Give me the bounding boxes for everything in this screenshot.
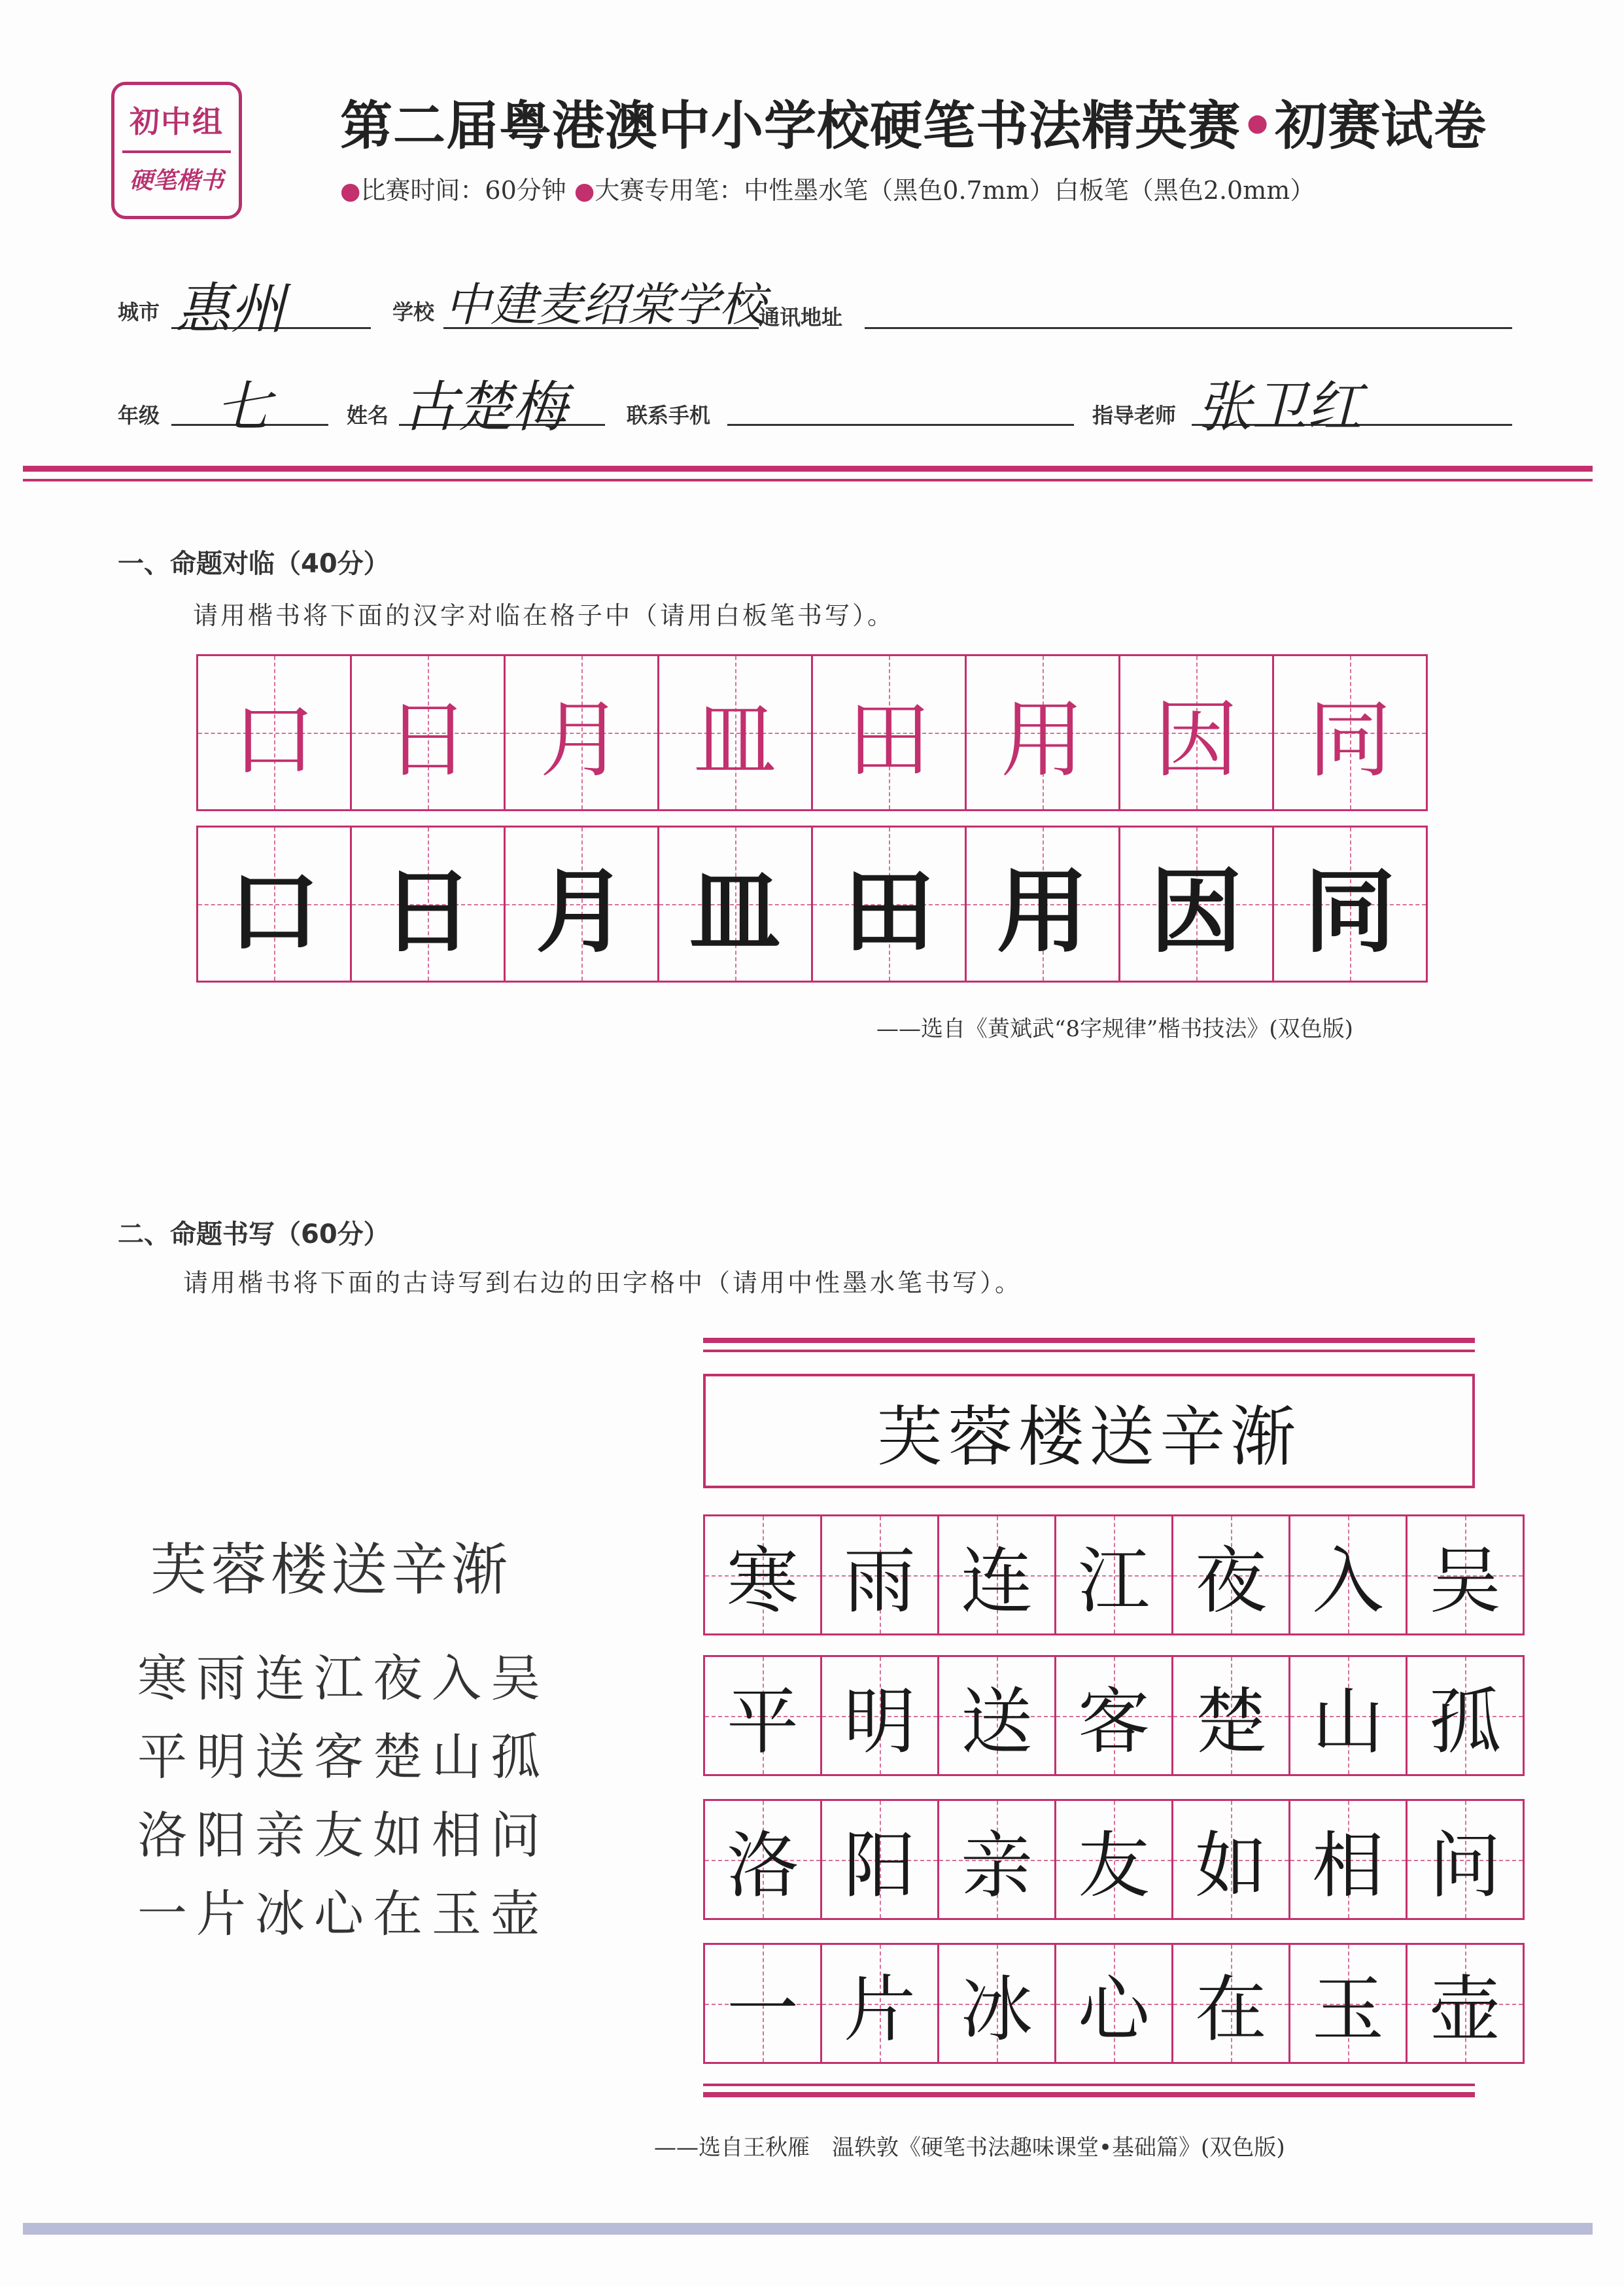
grade-value[interactable]: 七	[216, 375, 271, 439]
written-char: 夜	[1195, 1539, 1267, 1623]
grid-cell[interactable]	[1408, 1801, 1525, 1918]
poem-line: 寒雨连江夜入吴	[137, 1649, 549, 1707]
written-char: 问	[1429, 1823, 1501, 1908]
written-char: 玉	[1312, 1967, 1384, 2051]
grid-cell[interactable]	[1290, 1801, 1408, 1918]
model-char: 用	[1000, 691, 1084, 789]
title-tail: 初赛试卷	[1275, 96, 1487, 156]
written-char: 明	[844, 1679, 916, 1764]
grid-cell[interactable]	[1173, 1945, 1290, 2062]
grade-label: 年级	[118, 403, 160, 428]
grid-cell	[967, 656, 1120, 809]
grid-cell[interactable]	[1408, 1657, 1525, 1774]
writing-top-rule-thin	[703, 1350, 1475, 1352]
grid-cell	[352, 656, 506, 809]
written-char: 相	[1312, 1823, 1384, 1908]
grid-cell[interactable]	[939, 1657, 1056, 1774]
grid-cell[interactable]	[822, 1657, 939, 1774]
grid-cell[interactable]	[822, 1945, 939, 2062]
written-title-box[interactable]	[703, 1374, 1475, 1488]
group-badge	[111, 82, 242, 219]
model-char: 因	[1154, 691, 1238, 789]
model-grid	[196, 654, 1428, 811]
name-label: 姓名	[347, 403, 389, 428]
writing-grid-row-1	[703, 1514, 1525, 1635]
written-char: 心	[1078, 1967, 1150, 2051]
teacher-value[interactable]: 张卫红	[1197, 375, 1362, 439]
name-value[interactable]: 古楚梅	[402, 375, 568, 439]
grid-cell	[813, 656, 967, 809]
grid-cell[interactable]	[705, 1516, 822, 1633]
poem-line: 平明送客楚山孤	[137, 1728, 549, 1786]
grid-cell[interactable]	[1056, 1516, 1173, 1633]
page-title	[340, 84, 1487, 159]
city-value[interactable]: 惠州	[175, 277, 286, 341]
school-label: 学校	[392, 300, 435, 324]
grid-cell	[1274, 656, 1428, 809]
subtitle-time: 比赛时间：60分钟	[360, 176, 566, 205]
footer-bar	[23, 2223, 1593, 2235]
grid-cell[interactable]	[705, 1801, 822, 1918]
copy-grid	[196, 826, 1428, 983]
copy-char: 同	[1304, 858, 1396, 966]
grid-cell[interactable]	[1290, 1945, 1408, 2062]
badge-style: 硬笔楷书	[129, 167, 224, 194]
grid-cell	[506, 656, 659, 809]
title-dot: •	[1241, 96, 1275, 156]
grid-cell[interactable]	[1056, 1945, 1173, 2062]
subtitle-pen: 大赛专用笔：中性墨水笔（黑色0.7mm）白板笔（黑色2.0mm）	[595, 176, 1315, 205]
grid-cell	[1120, 656, 1274, 809]
written-char: 在	[1195, 1967, 1267, 2051]
grid-cell[interactable]	[1173, 1801, 1290, 1918]
section2-desc: 请用楷书将下面的古诗写到右边的田字格中（请用中性墨水笔书写）。	[183, 1268, 1023, 1297]
model-char: 同	[1307, 691, 1392, 789]
badge-divider	[122, 150, 231, 153]
grid-cell[interactable]	[1408, 1945, 1525, 2062]
grid-cell[interactable]	[705, 1945, 822, 2062]
school-value[interactable]: 中建麦绍棠学校	[445, 278, 765, 332]
written-char: 亲	[961, 1823, 1033, 1908]
written-char: 连	[961, 1539, 1033, 1623]
grid-cell[interactable]	[939, 1945, 1056, 2062]
model-char: 日	[385, 691, 470, 789]
writing-grid-row-4	[703, 1943, 1525, 2064]
section1-credit: ——选自《黄斌武“8字规律”楷书技法》(双色版)	[876, 1016, 1353, 1042]
copy-char: 田	[842, 858, 935, 966]
grid-cell[interactable]	[1056, 1801, 1173, 1918]
poem-line: 一片冰心在玉壶	[137, 1885, 549, 1943]
poem-title: 芙蓉楼送辛渐	[150, 1537, 511, 1603]
section2-credit: ——选自王秋雁 温轶敦《硬笔书法趣味课堂•基础篇》(双色版)	[654, 2135, 1285, 2161]
poem-line: 洛阳亲友如相问	[137, 1806, 549, 1864]
badge-group: 初中组	[130, 104, 224, 139]
section2-title: 二、命题书写（60分）	[118, 1219, 390, 1249]
written-char: 一	[727, 1967, 799, 2051]
written-char: 送	[961, 1679, 1033, 1764]
section1-desc: 请用楷书将下面的汉字对临在格子中（请用白板笔书写）。	[193, 601, 895, 630]
grid-cell[interactable]	[939, 1801, 1056, 1918]
grid-cell[interactable]	[1056, 1657, 1173, 1774]
address-label: 通讯地址	[759, 305, 843, 330]
bullet-icon: ●	[574, 178, 595, 205]
written-char: 阳	[844, 1823, 916, 1908]
grid-cell[interactable]	[967, 828, 1120, 981]
writing-bottom-rule-thin	[703, 2084, 1475, 2086]
grid-cell[interactable]	[659, 828, 813, 981]
teacher-label: 指导老师	[1092, 403, 1177, 428]
written-char: 入	[1312, 1539, 1384, 1623]
written-char: 冰	[961, 1967, 1033, 2051]
grid-cell[interactable]	[1120, 828, 1274, 981]
writing-bottom-rule	[703, 2092, 1475, 2097]
written-char: 片	[844, 1967, 916, 2051]
grid-cell[interactable]	[198, 828, 352, 981]
copy-char: 皿	[689, 858, 781, 966]
grid-cell[interactable]	[1274, 828, 1428, 981]
grid-cell[interactable]	[813, 828, 967, 981]
bullet-icon: ●	[340, 178, 361, 205]
written-char: 江	[1078, 1539, 1150, 1623]
copy-char: 因	[1150, 858, 1242, 966]
copy-char: 口	[228, 858, 320, 966]
address-underline	[865, 327, 1512, 329]
section1-title: 一、命题对临（40分）	[118, 549, 390, 579]
copy-char: 日	[381, 858, 474, 966]
phone-underline	[727, 424, 1074, 426]
model-char: 皿	[693, 691, 777, 789]
grid-cell[interactable]	[1173, 1657, 1290, 1774]
model-char: 月	[539, 691, 623, 789]
grid-cell[interactable]	[705, 1657, 822, 1774]
writing-grid-row-3	[703, 1799, 1525, 1920]
page-subtitle	[340, 170, 1315, 206]
copy-char: 月	[535, 858, 627, 966]
title-main: 第二届粤港澳中小学校硬笔书法精英赛	[340, 96, 1241, 156]
grid-cell[interactable]	[939, 1516, 1056, 1633]
model-char: 口	[232, 691, 316, 789]
written-char: 雨	[844, 1539, 916, 1623]
written-char: 如	[1195, 1823, 1267, 1908]
copy-char: 用	[996, 858, 1088, 966]
written-title: 芙蓉楼送辛渐	[877, 1398, 1301, 1475]
written-char: 壶	[1429, 1967, 1501, 2051]
written-char: 友	[1078, 1823, 1150, 1908]
grid-cell[interactable]	[352, 828, 506, 981]
grid-cell[interactable]	[1290, 1657, 1408, 1774]
model-char: 田	[846, 691, 931, 789]
grid-cell[interactable]	[1173, 1516, 1290, 1633]
grid-cell[interactable]	[822, 1516, 939, 1633]
written-char: 楚	[1195, 1679, 1267, 1764]
divider-rule-thick	[23, 466, 1593, 472]
written-char: 寒	[727, 1539, 799, 1623]
city-label: 城市	[118, 300, 160, 324]
grid-cell[interactable]	[1290, 1516, 1408, 1633]
written-char: 洛	[727, 1823, 799, 1908]
grid-cell[interactable]	[822, 1801, 939, 1918]
written-char: 客	[1078, 1679, 1150, 1764]
writing-grid-row-2	[703, 1655, 1525, 1776]
phone-label: 联系手机	[627, 403, 711, 428]
grid-cell[interactable]	[506, 828, 659, 981]
written-char: 平	[727, 1679, 799, 1764]
grid-cell	[198, 656, 352, 809]
written-char: 孤	[1429, 1679, 1501, 1764]
writing-top-rule	[703, 1338, 1475, 1343]
divider-rule-thin	[23, 479, 1593, 481]
written-char: 吴	[1429, 1539, 1501, 1623]
grid-cell	[659, 656, 813, 809]
grid-cell[interactable]	[1408, 1516, 1525, 1633]
written-char: 山	[1312, 1679, 1384, 1764]
